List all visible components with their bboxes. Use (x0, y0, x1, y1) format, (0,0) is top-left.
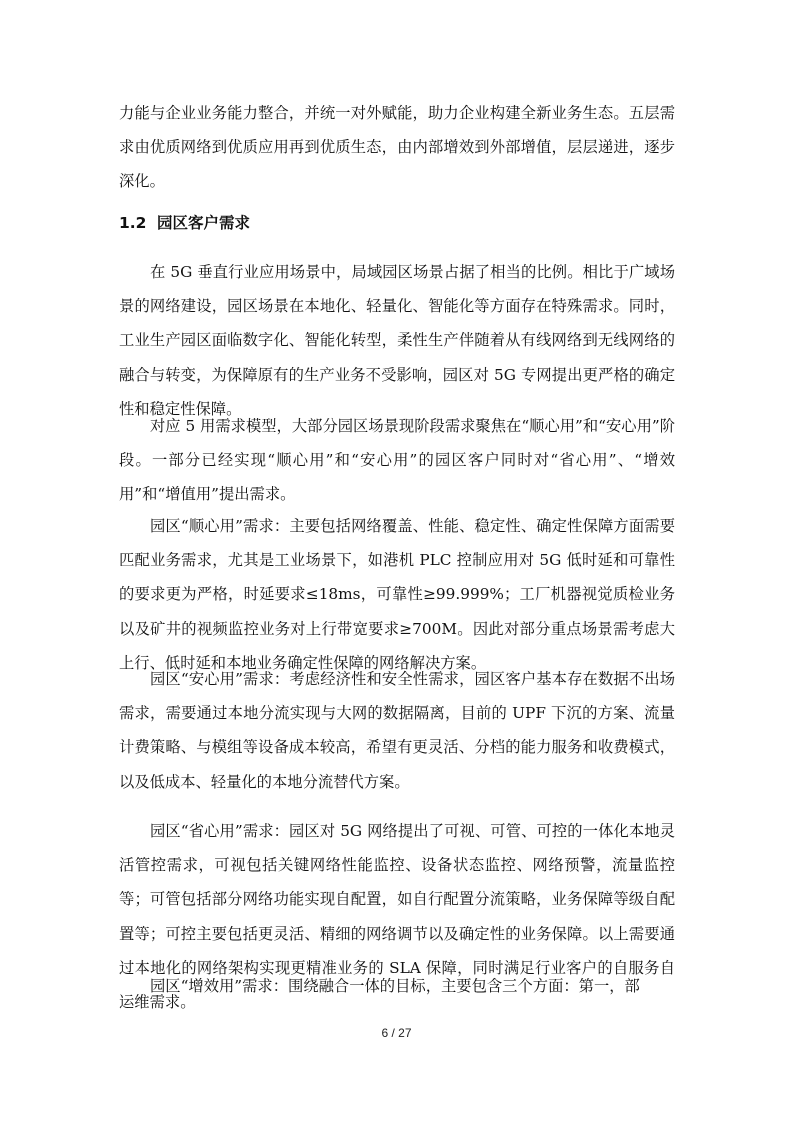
section-title: 园区客户需求 (157, 214, 251, 232)
paragraph-park-scenario: 在 5G 垂直行业应用场景中，局域园区场景占据了相当的比例。相比于广域场景的网络建设，园区场景在本地化、轻量化、智能化等方面存在特殊需求。同时，工业生产园区面临数字化、智能化转型，柔性生产伴随着从有线网络到无线网络的融合与转变，为保障原有的生产业务不受影响，园区对 5G 专网提出更严格的确定性和稳定性保障。 (119, 263, 675, 418)
paragraph-demand-model: 对应 5 用需求模型，大部分园区场景现阶段需求聚焦在“顺心用”和“安心用”阶段。一部分已经实现“顺心用”和“安心用”的园区客户同时对“省心用”、“增效用”和“增值用”提出需求。 (119, 417, 675, 504)
page-number: 6 / 27 (381, 1026, 412, 1040)
paragraph-shengxin: 园区“省心用”需求：园区对 5G 网络提出了可视、可管、可控的一体化本地灵活管控需求，可视包括关键网络性能监控、设备状态监控、网络预警，流量监控等；可管包括部分网络功能实现自配置，如自行配置分流策略，业务保障等级自配置等；可控主要包括更灵活、精细的网络调节以及确定性的业务保障。以上需要通过本地化的网络架构实现更精准业务的 SLA 保障，同时满足行业客户的自服务自运维需求。 (119, 822, 675, 1012)
paragraph-shunxin: 园区“顺心用”需求：主要包括网络覆盖、性能、稳定性、确定性保障方面需要匹配业务需求，尤其是工业场景下，如港机 PLC 控制应用对 5G 低时延和可靠性的要求更为严格，时延要求≤18ms，可靠性≥99.999%；工厂机器视觉质检业务以及矿井的视频监控业务对上行带宽要求≥700M。因此对部分重点场景需考虑大上行、低时延和本地业务确定性保障的网络解决方案。 (119, 517, 675, 672)
section-number: 1.2 (119, 214, 147, 232)
paragraph-zengxiao: 园区“增效用”需求：围绕融合一体的目标，主要包含三个方面：第一，部 (150, 977, 640, 995)
section-heading (119, 208, 250, 238)
paragraph-anxin: 园区“安心用”需求：考虑经济性和安全性需求，园区客户基本存在数据不出场需求，需要通过本地分流实现与大网的数据隔离，目前的 UPF 下沉的方案、流量计费策略、与模组等设备成本较高，希望有更灵活、分档的能力服务和收费模式，以及低成本、轻量化的本地分流替代方案。 (119, 670, 675, 791)
paragraph-intro-continuation: 力能与企业业务能力整合，并统一对外赋能，助力企业构建全新业务生态。五层需求由优质网络到优质应用再到优质生态，由内部增效到外部增值，层层递进，逐步深化。 (119, 104, 675, 191)
